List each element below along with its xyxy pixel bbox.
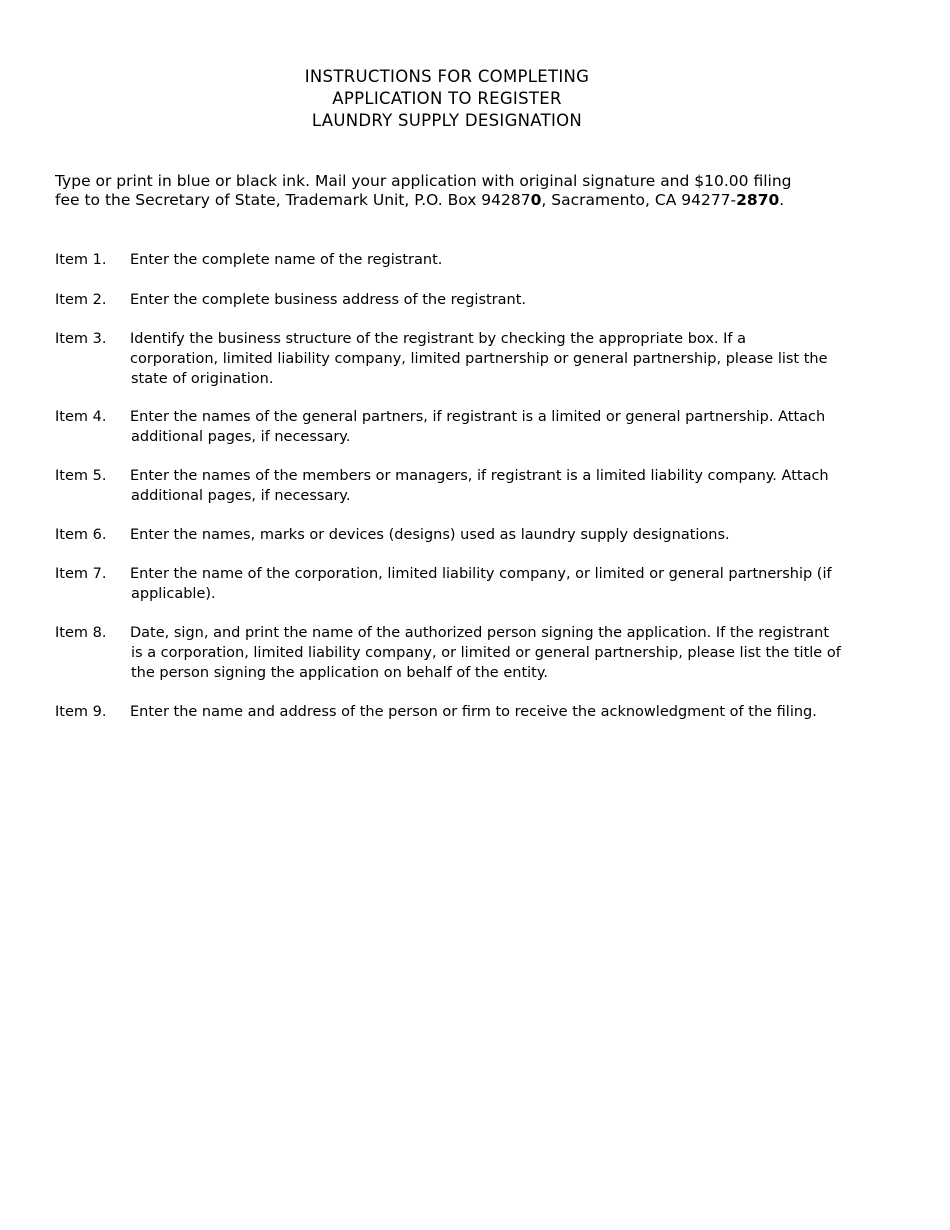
item-text-line: applicable). (131, 586, 216, 602)
intro-line-2-text-c: , Sacramento, CA 94277- (541, 191, 737, 209)
item-label: Item 1. (55, 252, 107, 268)
item-text-line: is a corporation, limited liability company, or limited or general partnership, please list the title of (131, 645, 841, 661)
item-text-line: Enter the complete business address of the registrant. (130, 292, 527, 308)
item-text (130, 407, 870, 447)
item-text-line: Enter the name of the corporation, limited liability company, or limited or general partnership (if (130, 566, 832, 582)
item-text-line: Enter the names of the general partners, if registrant is a limited or general partnership. Attach (130, 409, 826, 425)
item-text-line: additional pages, if necessary. (131, 488, 351, 504)
intro-line-2-period: . (779, 191, 785, 209)
intro-line-2 (55, 191, 855, 210)
item-text-line: corporation, limited liability company, limited partnership or general partnership, please list the (130, 351, 828, 367)
item-text (130, 329, 870, 389)
item-text (130, 623, 870, 683)
item-label: Item 6. (55, 527, 107, 543)
item-label: Item 2. (55, 292, 107, 308)
intro-line-2-text-a: fee to the Secretary of State, Trademark Unit, P.O. Box 94287 (55, 191, 531, 209)
item-text (130, 466, 870, 506)
title-line-1: INSTRUCTIONS FOR COMPLETING (304, 67, 590, 86)
item-label: Item 3. (55, 331, 107, 347)
title-line-2: APPLICATION TO REGISTER (332, 89, 562, 108)
item-label: Item 5. (55, 468, 107, 484)
item-label: Item 7. (55, 566, 107, 582)
item-text (130, 290, 870, 310)
item-text-line: Enter the names of the members or managers, if registrant is a limited liability company. Attach (130, 468, 829, 484)
item-text (130, 250, 870, 270)
item-text-line: Date, sign, and print the name of the authorized person signing the application. If the registrant (130, 625, 830, 641)
intro-box-digit: 0 (530, 191, 542, 209)
item-text (130, 525, 870, 545)
intro-zip-suffix: 2870 (736, 191, 780, 209)
item-text (130, 564, 870, 604)
title-line-3: LAUNDRY SUPPLY DESIGNATION (311, 111, 583, 130)
intro-line-1: Type or print in blue or black ink. Mail your application with original signature and $10.00 filing (55, 172, 792, 190)
item-label: Item 4. (55, 409, 107, 425)
item-text-line: Enter the names, marks or devices (designs) used as laundry supply designations. (130, 527, 730, 543)
item-text-line: Enter the name and address of the person or firm to receive the acknowledgment of the filing. (130, 704, 817, 720)
item-label: Item 9. (55, 704, 107, 720)
item-text-line: additional pages, if necessary. (131, 429, 351, 445)
item-text-line: Identify the business structure of the registrant by checking the appropriate box. If a (130, 331, 747, 347)
item-label: Item 8. (55, 625, 107, 641)
item-text-line: the person signing the application on behalf of the entity. (131, 665, 548, 681)
item-text-line: state of origination. (131, 371, 274, 387)
item-text (130, 702, 870, 722)
item-text-line: Enter the complete name of the registrant. (130, 252, 443, 268)
